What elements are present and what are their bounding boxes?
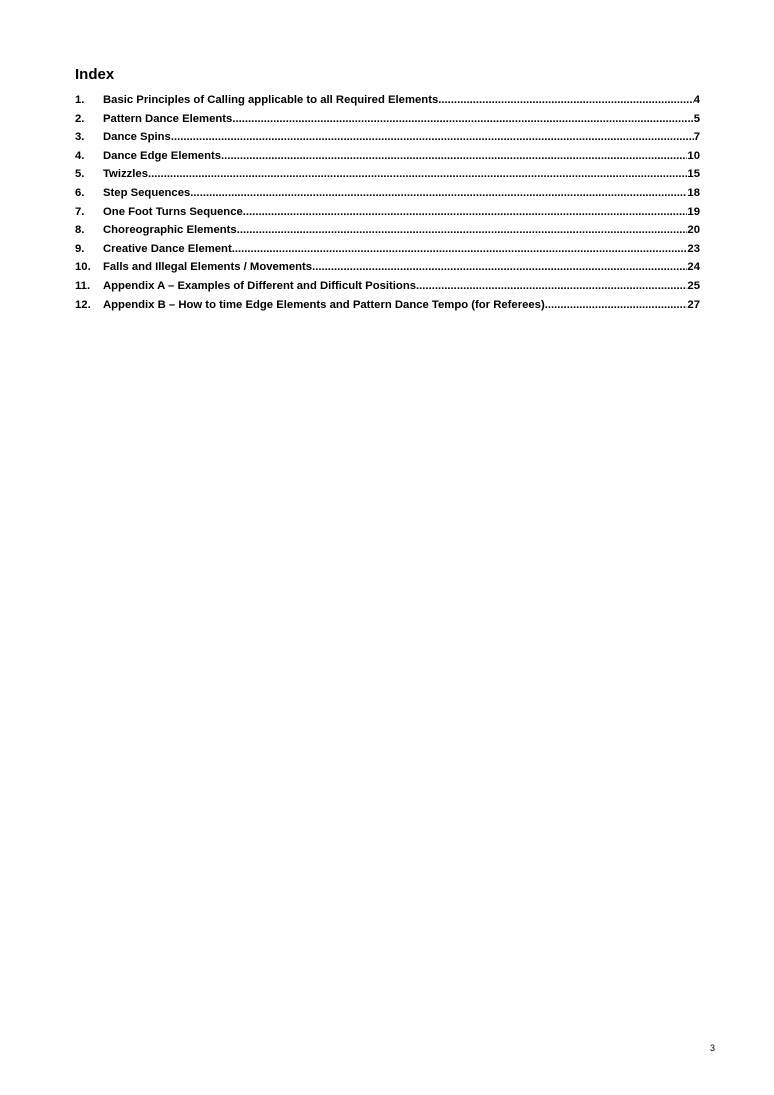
toc-entry-number: 11. [75,279,91,292]
toc-entry-number: 2. [75,112,85,125]
toc-entry-number: 3. [75,131,85,144]
toc-entry-number: 8. [75,224,85,237]
toc-entry[interactable] [75,168,700,187]
toc-entry[interactable] [75,94,700,113]
toc-entry-page: 25 [687,279,700,292]
toc-entry-title: Appendix A – Examples of Different and Difficult Positions [103,279,417,292]
toc-entry-page: 27 [687,298,700,311]
dot-leader [545,299,688,311]
toc-entry[interactable] [75,206,700,225]
dot-leader [221,150,687,162]
toc-entry-page: 5 [693,112,700,125]
toc-entry-page: 4 [693,94,700,106]
toc-entry-number: 5. [75,168,85,181]
toc-entry-page: 24 [687,261,700,274]
toc-entry-title: One Foot Turns Sequence [103,205,243,218]
dot-leader [438,94,693,106]
toc-entry[interactable] [75,280,700,299]
table-of-contents [75,94,700,317]
toc-entry[interactable] [75,113,700,132]
toc-entry[interactable] [75,187,700,206]
toc-entry-page: 15 [687,168,700,181]
index-heading: Index [75,66,115,83]
toc-entry-page: 19 [687,205,700,218]
dot-leader [312,261,687,273]
toc-entry-number: 12. [75,298,91,311]
toc-entry-page: 10 [687,149,700,162]
toc-entry-page: 20 [687,224,700,237]
dot-leader [171,131,694,143]
toc-entry-title: Step Sequences [103,186,191,199]
toc-entry-title: Dance Edge Elements [103,149,222,162]
page-number: 3 [710,1043,716,1053]
toc-entry-title: Choreographic Elements [103,224,237,237]
toc-entry-title: Creative Dance Element [103,242,232,255]
dot-leader [232,243,688,255]
toc-entry-title: Twizzles [103,168,148,181]
toc-entry-number: 4. [75,149,85,162]
toc-entry-page: 7 [693,131,700,144]
dot-leader [243,206,688,218]
toc-entry-title: Dance Spins [103,131,171,144]
toc-entry-title: Falls and Illegal Elements / Movements [103,261,313,274]
toc-entry-title: Basic Principles of Calling applicable to all Required Elements [103,94,439,106]
toc-entry-page: 18 [687,186,700,199]
toc-entry[interactable] [75,131,700,150]
toc-entry-number: 10. [75,261,91,274]
dot-leader [232,113,693,125]
toc-entry[interactable] [75,261,700,280]
toc-entry-page: 23 [687,242,700,255]
dot-leader [237,224,688,236]
dot-leader [416,280,687,292]
dot-leader [190,187,687,199]
toc-entry[interactable] [75,224,700,243]
toc-entry-number: 1. [75,94,85,106]
toc-entry-number: 9. [75,242,85,255]
toc-entry-number: 7. [75,205,85,218]
toc-entry[interactable] [75,243,700,262]
toc-entry[interactable] [75,150,700,169]
toc-entry[interactable] [75,299,700,318]
dot-leader [148,168,687,180]
toc-entry-title: Pattern Dance Elements [103,112,233,125]
toc-entry-title: Appendix B – How to time Edge Elements and Pattern Dance Tempo (for Referees) [103,298,545,311]
toc-entry-number: 6. [75,186,85,199]
